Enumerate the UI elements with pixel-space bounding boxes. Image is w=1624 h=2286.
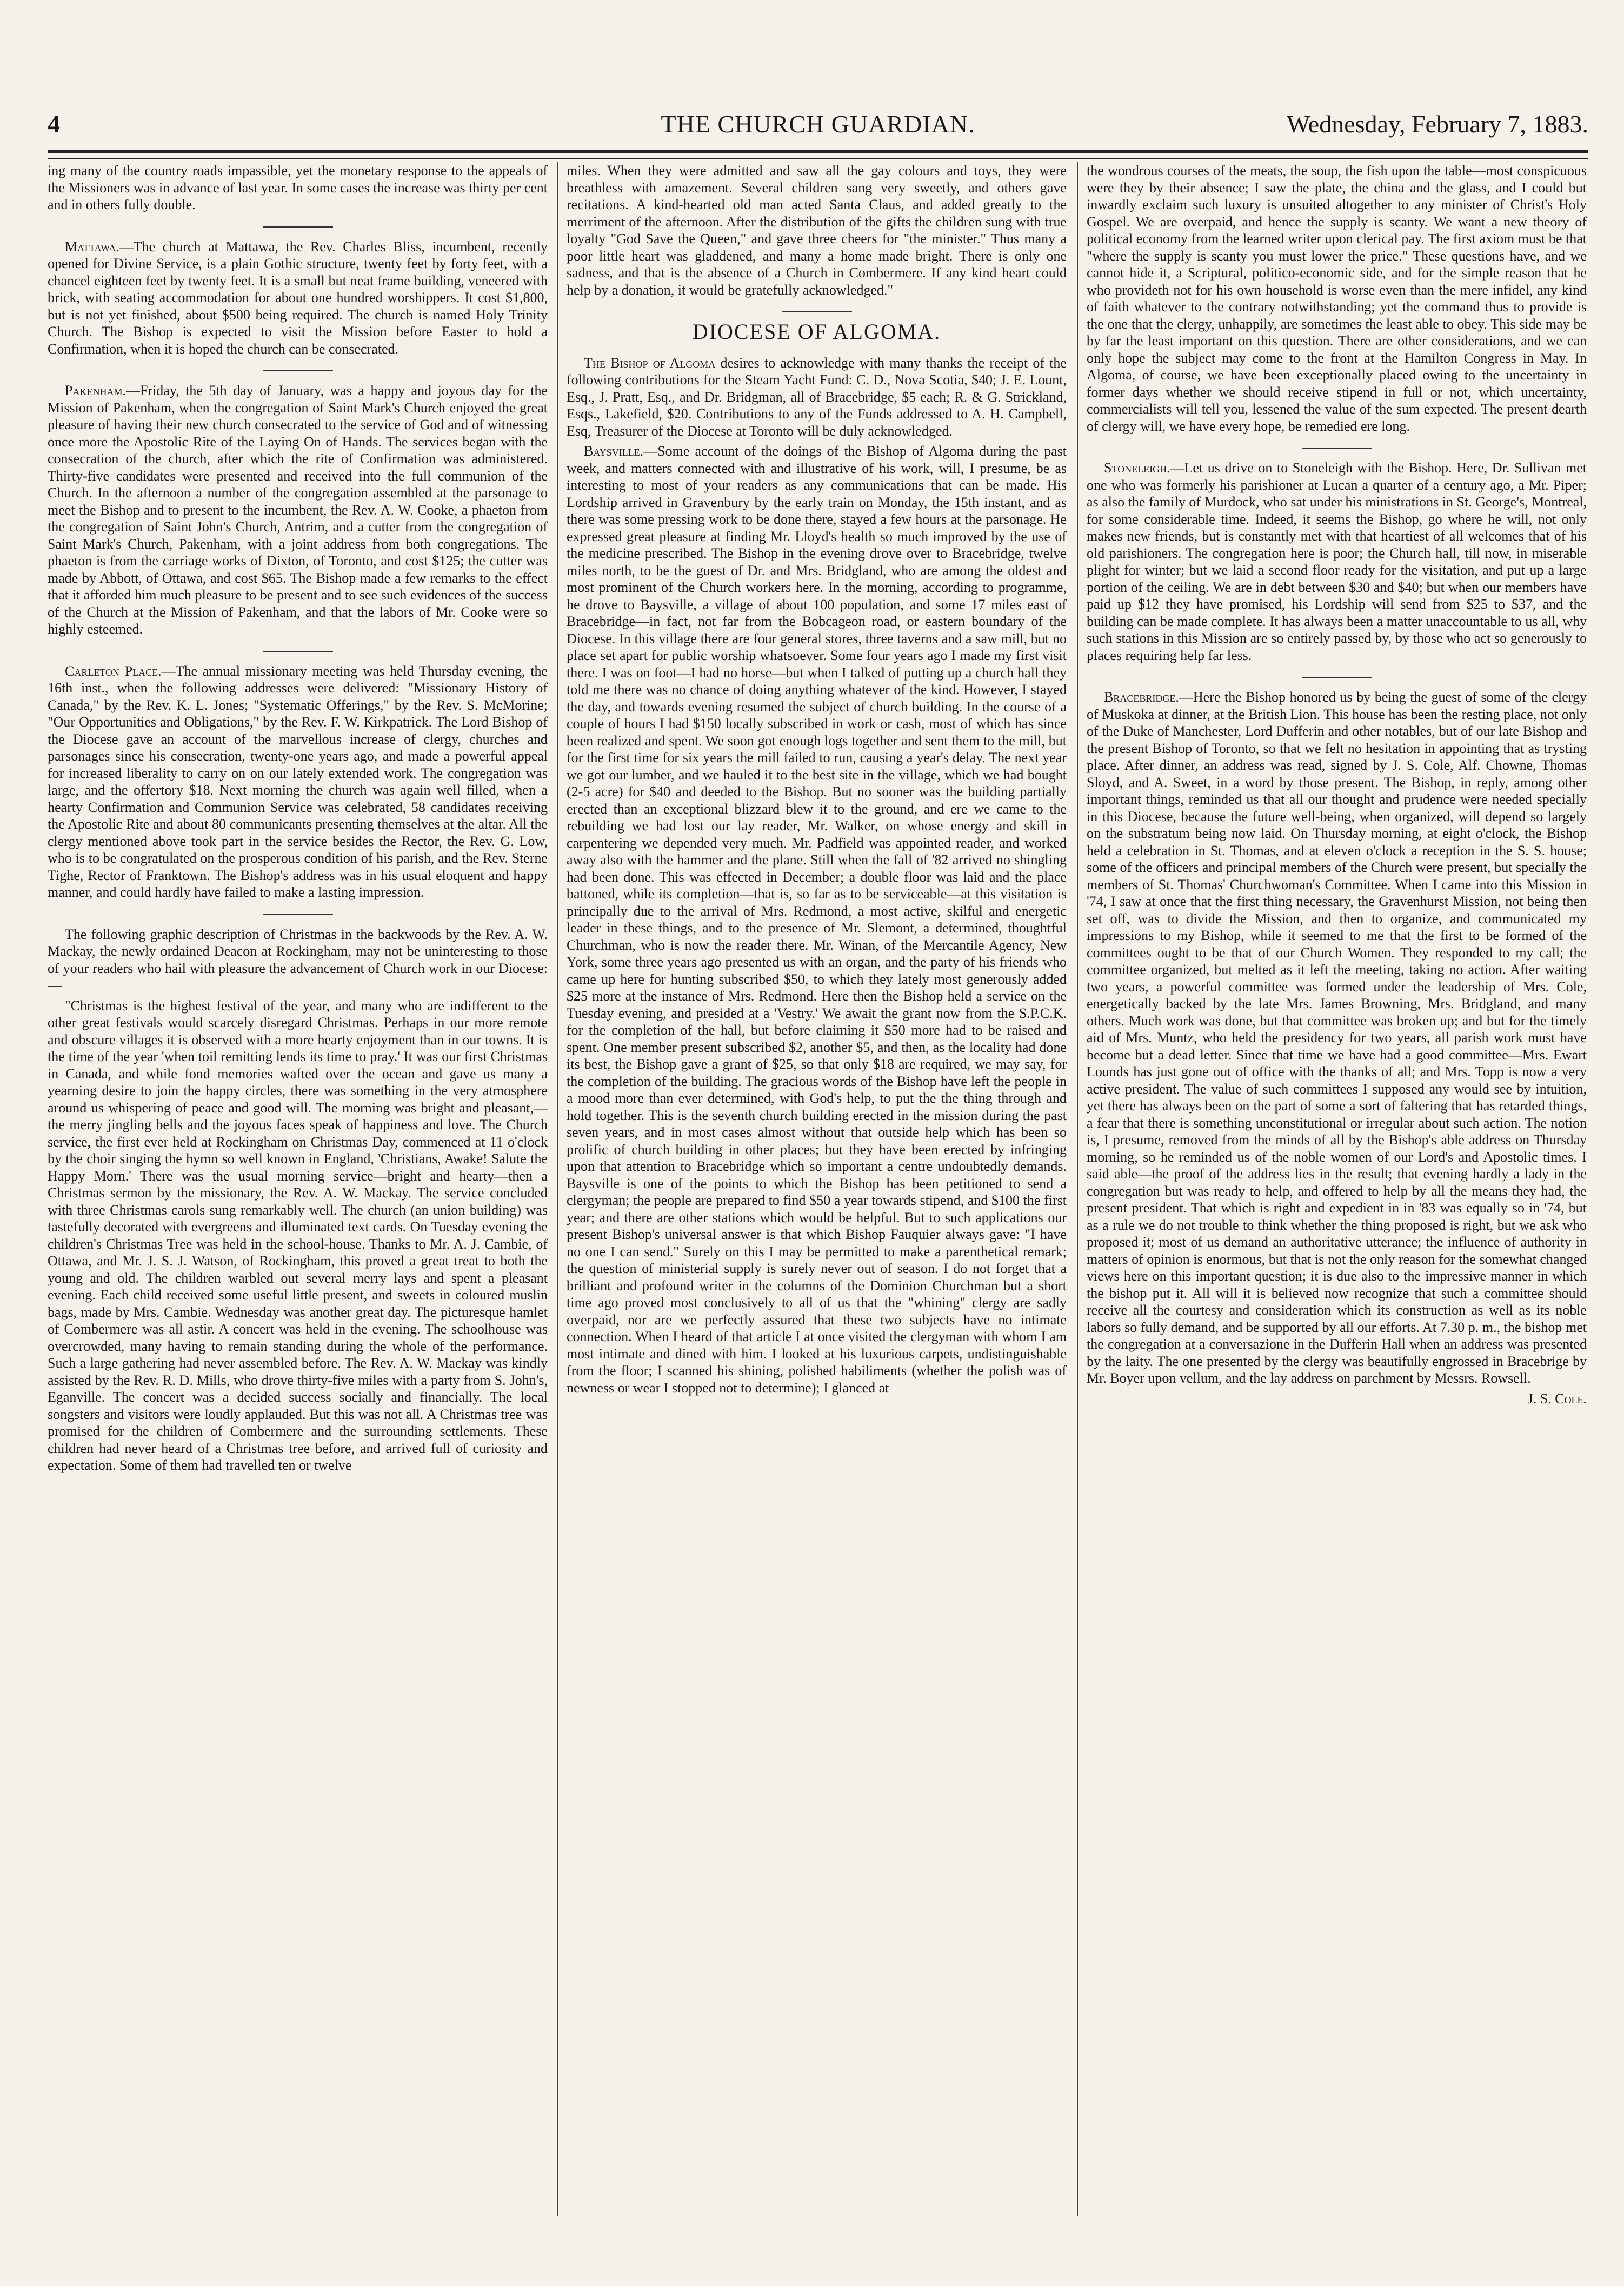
stoneleigh-text: —Let us drive on to Stoneleigh with the Bishop. Here, Dr. Sullivan met one who was formerly his parishioner at Lucan a quarter of a century ago, a Mr. Piper; as also the family of Murdock, who sat under his ministrations in St. George's, Montreal, for some considerable time. Indeed, it seems the Bishop, go where he will, not only makes new friends, but is constantly met with that heartiest of all welcomes that of his old parishioners. The congregation here is poor; the Church hall, till now, in miserable plight for winter; but we laid a second floor ready for the visitation, and put up a large portion of the ceiling. We are in debt between $30 and $40; but when our members have paid up $12 they have promised, his Lordship will send from $25 to $37, and the building can be made complete. It has always been a matter unaccountable to us all, why such stations in this Mission are so entirely passed by, by those who act so generously to places requiring help far less. (1087, 460, 1587, 663)
bishop-heading: The Bishop of Algoma (584, 355, 716, 371)
bishop-acknowledgement (567, 355, 1067, 440)
bishop-text: desires to acknowledge with many thanks the receipt of the following contributions for the Steam Yacht Fund: C. D., Nova Scotia, $40; J. E. Lount, Esq., J. Pratt, Esq., and Dr. Bridgman, all of Bracebridge, $5 each; R. & G. Strickland, Esqs., Lakefield, $20. Contributions to any of the Funds addressed to A. H. Campbell, Esq, Treasurer of the Diocese at Toronto will be duly acknowledged. (567, 355, 1067, 439)
baysville-continued: the wondrous courses of the meats, the soup, the fish upon the table—most conspicuous were they by their absence; I saw the plate, the china and the glass, and I could but inwardly exclaim such luxury is unsuited altogether to any minister of Christ's Holy Gospel. We are overpaid, and hence the supply is scanty. We want a new theory of political economy from the learned writer upon clerical pay. The first axiom must be that "where the supply is scanty you must lower the price." These questions have, and we cannot hide it, a Scriptural, politico-economic side, and for the simple reason that he who provideth not for his own household is worse even than the mere infidel, any kind of faith whatever to the contrary notwithstanding; yet the command thus to provide is the one that the clergy, unhappily, are sometimes the least able to obey. This side may be by far the least important on this question. There are other considerations, and we can only hope the subject may come to the front at the Hamilton Congress in May. In Algoma, of course, we have been exceptionally placed owing to the uncertainty in former days whether we should receive stipend in full or not, which uncertainty, commercialists will tell you, lessened the value of the sum expected. The present dearth of clergy will, we have every hope, be remedied ere long. (1087, 163, 1587, 434)
continued-paragraph: ing many of the country roads impassible, yet the monetary response to the appeals of the Missioners was in advance of last year. In some cases the increase was thirty per cent and in others fully double. (48, 163, 548, 212)
author-signature: J. S. Cole. (1527, 1390, 1587, 1407)
pakenham-article (48, 382, 548, 638)
column-divider-2 (1077, 162, 1078, 2216)
christmas-letter-continued: miles. When they were admitted and saw all the gay colours and toys, they were breathless with amazement. Several children sang very sweetly, and others gave recitations. A kind-hearted old man acted Santa Claus, and added greatly to the merriment of the afternoon. After the distribution of the gifts the children sung with true loyalty "God Save the Queen," and gave three cheers for "the minister." Thus many a poor little heart was gladdened, and many a home made bright. There is only one sadness, and that is the absence of a Church in Combermere. If any kind heart could help by a donation, it would be gratefully acknowledged." (567, 163, 1067, 298)
separator (782, 311, 852, 312)
masthead-rule-thick (48, 150, 1588, 153)
separator (1302, 448, 1372, 449)
stoneleigh-article (1087, 459, 1587, 664)
section-heading-algoma: DIOCESE OF ALGOMA. (692, 319, 941, 344)
baysville-heading: Baysville. (584, 443, 644, 459)
christmas-intro: The following graphic description of Christmas in the backwoods by the Rev. A. W. Mackay, the newly ordained Deacon at Rockingham, may not be uninteresting to those of your readers who hail with pleasure the advancement of Church work in our Diocese: — (48, 926, 548, 993)
stoneleigh-heading: Stoneleigh. (1104, 460, 1170, 476)
mattawa-heading: Mattawa. (65, 238, 119, 255)
newspaper-title: THE CHURCH GUARDIAN. (661, 110, 975, 138)
pakenham-text: —Friday, the 5th day of January, was a happy and joyous day for the Mission of Pakenham, when the congregation of Saint Mark's Church enjoyed the great pleasure of having their new church consecrated to the service of God and of witnessing once more the Apostolic Rite of the Laying On of Hands. The services began with the consecration of the church, after which the rite of Confirmation was administered. Thirty-five candidates were presented and received into the full communion of the Church. In the afternoon a number of the congregation assembled at the parsonage to meet the Bishop and to present to the incumbent, the Rev. A. W. Cooke, a phaeton from the congregation of Saint John's Church, Antrim, and a cutter from the congregation of Saint Mark's Church, Pakenham, with a joint address from both congregations. The phaeton is from the carriage works of Dixton, of Toronto, and cost $125; the cutter was made by Abbott, of Ottawa, and cost $65. The Bishop made a few remarks to the effect that it afforded him much pleasure to be present and to see such evidences of the success of the Church at the Mission of Pakenham, and that the labors of Mr. Cooke were so highly esteemed. (48, 383, 548, 637)
carleton-text: —The annual missionary meeting was held Thursday evening, the 16th inst., when the following addresses were delivered: "Missionary History of Canada," by the Rev. K. L. Jones; "Systematic Offerings," by the Rev. S. McMorine; "Our Opportunities and Obligations," by the Rev. F. W. Kirkpatrick. The Lord Bishop of the Diocese gave an account of the marvellous increase of clergy, churches and parsonages since his consecration, twenty-one years ago, and made a powerful appeal for increased liberality to carry on on our lately extended work. The congregation was large, and the offertory $18. Next morning the church was again well filled, when a hearty Confirmation and Communion Service was celebrated, 58 candidates receiving the Apostolic Rite and about 80 communicants presenting themselves at the altar. All the clergy mentioned above took part in the service besides the Rector, the Rev. G. Low, who is to be congratulated on the prosperous condition of his parish, and the Rev. Sterne Tighe, Rector of Franktown. The Bishop's address was in his usual eloquent and happy manner, and could hardly have failed to make a lasting impression. (48, 663, 548, 900)
bracebridge-text: —Here the Bishop honored us by being the guest of some of the clergy of Muskoka at dinner, at the British Lion. This house has been the resting place, not only of the Duke of Manchester, Lord Dufferin and other notables, but of our late Bishop and the present Bishop of Toronto, so that we felt no hesitation in appointing that as trysting place. After dinner, an address was read, signed by J. S. Cole, Alf. Chowne, Thomas Sloyd, and A. Sweet, in a word by those present. The Bishop, in reply, among other important things, reminded us that all our thought and prudence were needed specially in this Diocese, because the future well-being, when organized, will depend so largely on the substratum being now laid. On Thursday morning, at eight o'clock, the Bishop held a celebration in St. Thomas, and at eleven o'clock a reception in the S. S. house; some of the officers and principal members of the Church were present, but specially the members of St. Thomas' Churchwoman's Committee. When I came into this Mission in '74, I saw at once that the first thing necessary, the Gravenhurst Mission, not being then set off, was to divide the Mission, and then to organize, and communicated my impressions to my Bishop, while it seemed to me that the first to be formed of the committees ought to be that of our Church Women. They responded to my call; the committee organized, but melted as it left the meeting, taking no action. After waiting two years, a powerful committee was formed under the leadership of Mrs. Cole, energetically backed by the late Mrs. James Browning, Mrs. Bridgland, and many others. Much work was done, but that committee was broken up; and but for the timely aid of Mrs. Muntz, who held the presidency for two years, all parish work must have become but a dead letter. Since that time we have had a good committee—Mrs. Ewart Lounds has just gone out of office with the thanks of all; and Mrs. Topp is now a very active president. The value of such committees I supposed any would see by intuition, yet there has always been on the part of some a sort of faltering that has retarded things, a fear that there is something unconstitutional or irregular about such action. The notion is, I presume, removed from the minds of all by the Bishop's able address on Thursday morning, so he reminded us of the noble women of our Lord's and Apostolic times. I said able—the proof of the address lies in the result; that evening hardly a lady in the congregation but was ready to help, and offered to help by all the means they had, the present president. That which is right and expedient in in '83 was equally so in '74, but as a rule we do not trouble to think whether the thing proposed is right, but we ask who proposed it; most of us demand an authoritative utterance; the influence of authority in matters of opinion is enormous, but that is not the only reason for the somewhat changed views here on this important question; it is due also to the impressive manner in which the bishop put it. All will it is believed now recognize that such a committee should receive all the courtesy and consideration which its construction as well as its noble labors so fully demand, and be supported by all our efforts. At 7.30 p. m., the bishop met the congregation at a conversazione in the Dufferin Hall when an address was presented by the laity. The one presented by the clergy was beautifully engrossed in Bracebrige by Mr. Boyer upon vellum, and the lay address on parchment by Messrs. Rowsell. (1087, 689, 1587, 1386)
separator (1302, 677, 1372, 678)
column-3 (1087, 162, 1587, 2260)
bracebridge-heading: Bracebridge. (1104, 689, 1179, 705)
mattawa-text: —The church at Mattawa, the Rev. Charles Bliss, incumbent, recently opened for Divine Service, is a plain Gothic structure, twenty feet by forty feet, with a chancel eighteen feet by twenty feet. It is a small but neat frame building, veneered with brick, with seating accommodation for about one hundred worshippers. It cost $1,800, but is not yet finished, about $500 being required. The church is named Holy Trinity Church. The Bishop is expected to visit the Mission before Easter to hold a Confirmation, when it is hoped the church can be consecrated. (48, 238, 548, 357)
baysville-article (567, 443, 1067, 1396)
separator (263, 914, 333, 915)
separator (263, 651, 333, 652)
separator (263, 226, 333, 228)
issue-date: Wednesday, February 7, 1883. (1287, 110, 1588, 138)
page-number: 4 (48, 110, 60, 138)
mattawa-article (48, 238, 548, 358)
baysville-text: —Some account of the doings of the Bishop of Algoma during the past week, and matters connected with and illustrative of his work, will, I presume, be as interesting to most of your readers as any communications that can be made. His Lordship arrived in Gravenbury by the early train on Monday, the 15th instant, and as there was some pressing work to be done there, stayed a few hours at the parsonage. He expressed great pleasure at finding Mr. Lloyd's health so much improved by the use of the medicine prescribed. The Bishop in the evening drove over to Bracebridge, twelve miles north, to be the guest of Dr. and Mrs. Bridgland, who are among the oldest and most prominent of the Church workers here. In the morning, according to programme, he drove to Baysville, a village of about 100 population, and some 17 miles east of Bracebridge—in fact, not far from the Bobcageon road, or eastern boundary of the Diocese. In this village there are four general stores, three taverns and a saw mill, but no place set apart for public worship whatsoever. Some four years ago I made my first visit there. I was on foot—I had no horse—but when I talked of putting up a church hall they told me there was no chance of doing anything whatever of the kind. However, I stayed the day, and towards evening resumed the subject of church building. In the course of a couple of hours I had $150 locally subscribed in work or cash, most of which has since been realized and spent. We soon got enough logs together and sent them to the mill, but for the first time for six years the mill failed to run, causing a year's delay. The next year we got our lumber, and we hauled it to the best site in the village, which we had bought (2-5 acre) for $40 and deeded to the Bishop. But no sooner was the building partially erected than an exceptional blizzard blew it to the ground, and ere we came to the rebuilding we had lost our lay reader, Mr. Walker, on whose energy and skill in carpentering we depended very much. Mr. Padfield was appointed reader, and worked away also with the hammer and the plane. Still when the fall of '82 arrived no shingling had been done. This was effected in December; a double floor was laid and the place battoned, while its completion—that is, so far as to be serviceable—at this visitation is principally due to the arrival of Mrs. Redmond, a most active, skilful and energetic leader in these things, and to the presence of Mr. Slemont, a determined, thoughtful Churchman, who is now the reader there. Mr. Winan, of the Mercantile Agency, New York, some three years ago presented us with an organ, and the party of his friends who came up here for hunting subscribed $50, to which they lately most generously added $25 more at the instance of Mrs. Redmond. Here then the Bishop held a service on the Tuesday evening, and presided at a 'Vestry.' We await the grant now from the S.P.C.K. for the completion of the hall, but before claiming it $50 more had to be raised and spent. One member present subscribed $2, another $5, and then, as the locality had done its best, the Bishop gave a grant of $25, so that only $18 are required, we may say, for the completion of the building. The gracious words of the Bishop have left the people in a mood more than ever determined, with God's help, to put the the thing through and hold together. This is the seventh church building erected in the mission during the past seven years, and in most cases almost without that outside help which has been so prolific of church building in other places; but they have been erected by infringing upon that attention to Bracebridge which so important a centre undoubtedly demands. Baysville is one of the points to which the Bishop has been petitioned to send a clergyman; the people are prepared to find $50 a year towards stipend, and $100 the first year; and there are other stations which would be helpful. But to such applications our present Bishop's universal answer is that which Bishop Fauquier always gave: "I have no one I can send." Surely on this I may be permitted to make a parenthetical remark; the question of ministerial supply is surely never out of season. I do not forget that a brilliant and profound writer in the columns of the Dominion Churchman but a short time ago proved most conclusively to all of us that the "whining" clergy are sadly overpaid, nor are we perfectly assured that these two subjects have no intimate connection. When I heard of that article I at once visited the clergyman with whom I am most intimate and dined with him. I looked at his luxurious carpets, undistinguishable from the floor; I scanned his shining, polished habiliments (whether the polish was of newness or wear I stopped not to determine); I glanced at (567, 443, 1067, 1396)
column-1 (48, 162, 548, 2260)
bracebridge-article (1087, 689, 1587, 1387)
separator (263, 370, 333, 371)
masthead-rule-thin (48, 158, 1588, 159)
column-2 (567, 162, 1067, 2260)
masthead (48, 103, 1588, 146)
carleton-article (48, 663, 548, 901)
carleton-heading: Carleton Place. (65, 663, 162, 679)
column-divider-1 (557, 162, 558, 2216)
pakenham-heading: Pakenham. (65, 383, 126, 398)
christmas-letter: "Christmas is the highest festival of the year, and many who are indifferent to the other great festivals would scarcely disregard Christmas. Perhaps in our more remote and obscure villages it is observed with a more hearty enjoyment than in our towns. It is the time of the year 'when toil remitting lends its time to pray.' It was our first Christmas in Canada, and while fond memories wafted over the ocean and gave us many a yearning desire to join the happy circles, there was something in the very atmosphere around us whispering of peace and good will. The morning was bright and pleasant,—the merry jingling bells and the joyous faces speak of happiness and love. The Church service, the first ever held at Rockingham on Christmas Day, commenced at 11 o'clock by the choir singing the hymn so well known in England, 'Christians, Awake! Salute the Happy Morn.' There was the usual morning service—bright and hearty—then a Christmas sermon by the missionary, the Rev. A. W. Mackay. The service concluded with three Christmas carols sung remarkably well. The church (an union building) was tastefully decorated with evergreens and illuminated text cards. On Tuesday evening the children's Christmas Tree was held in the school-house. Thanks to Mr. A. J. Cambie, of Ottawa, and Mr. J. S. J. Watson, of Rockingham, this proved a great treat to both the young and old. The children warbled out several merry lays and spent a pleasant evening. Each child received some useful little present, and sweets in coloured muslin bags, made by Mrs. Cambie. Wednesday was another great day. The picturesque hamlet of Combermere was all astir. A concert was held in the evening. The schoolhouse was overcrowded, many having to remain standing during the whole of the performance. Such a large gathering had never assembled before. The Rev. A. W. Mackay was kindly assisted by the Rev. R. D. Mills, who drove thirty-five miles with a party from S. John's, Eganville. The concert was a decided success socially and financially. The local songsters and visitors were loudly applauded. But this was not all. A Christmas tree was promised for the children of Combermere and the surrounding settlements. These children had never heard of a Christmas tree before, and arrived full of curiosity and expectation. Some of them had travelled ten or twelve (48, 997, 548, 1473)
